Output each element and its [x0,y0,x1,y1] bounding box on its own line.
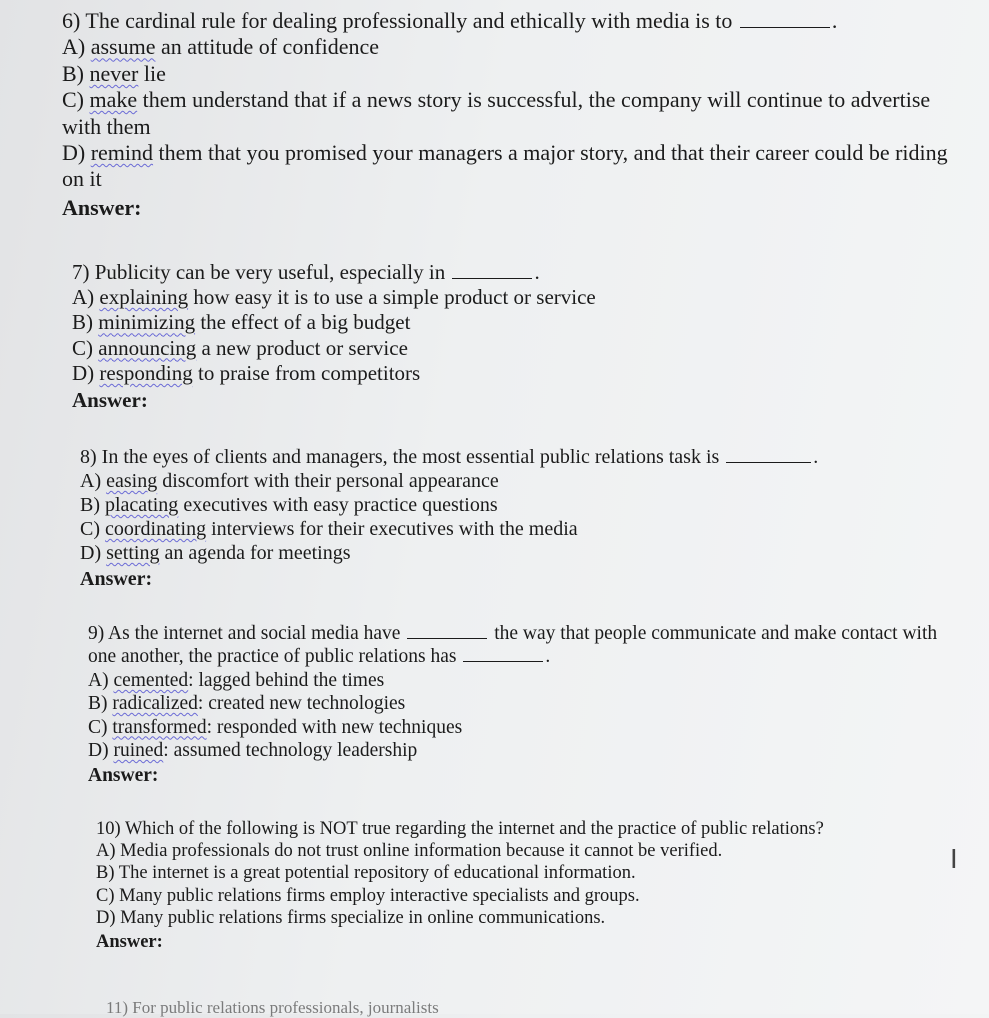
question-6 [62,8,962,221]
question-10-option-b: B) The internet is a great potential repository of educational information. [96,863,636,884]
question-10-stem: 10) Which of the following is NOT true regarding the internet and the practice of public relations? [96,819,824,839]
question-7-option-c: C) announcing a new product or service [72,335,408,360]
question-6-answer-label: Answer: [62,194,142,220]
question-10-answer-label: Answer: [96,931,163,952]
question-6-stem: 6) The cardinal rule for dealing professionally and ethically with media is to . [62,8,838,33]
question-9-answer-label: Answer: [88,765,159,787]
question-6-option-d: D) remind them that you promised your managers a major story, and that their career could be riding on it [62,139,948,192]
question-10-option-c: C) Many public relations firms employ interactive specialists and groups. [96,885,640,906]
question-9-stem: 9) As the internet and social media have the way that people communicate and make contact with one another, the practice of public relations has . [88,623,938,668]
question-11-partial: 11) For public relations professionals, journalists [106,998,439,1017]
question-8-option-c: C) coordinating interviews for their executives with the media [80,518,578,540]
question-7 [72,260,952,413]
question-8-stem: 8) In the eyes of clients and managers, the most essential public relations task is . [80,446,819,468]
question-10-option-d: D) Many public relations firms specialize in online communications. [96,907,606,928]
answer-blank [452,277,532,279]
question-6-option-a: A) assume an attitude of confidence [62,34,380,60]
question-10-option-a: A) Media professionals do not trust online information because it cannot be verified. [96,841,723,862]
question-8-option-d: D) setting an agenda for meetings [80,542,351,564]
question-8 [80,445,960,591]
question-8-answer-label: Answer: [80,568,153,590]
answer-blank [407,637,487,639]
question-7-option-a: A) explaining how easy it is to use a simple product or service [72,285,596,310]
question-7-option-d: D) responding to praise from competitors [72,360,421,385]
question-8-option-b: B) placating executives with easy practice questions [80,494,498,516]
question-9-option-c: C) transformed: responded with new techniques [88,716,463,738]
question-9-option-a: A) cemented: lagged behind the times [88,669,385,691]
question-7-option-b: B) minimizing the effect of a big budget [72,310,411,335]
question-6-option-b: B) never lie [62,60,166,86]
question-7-stem: 7) Publicity can be very useful, especially in . [72,260,540,284]
question-9 [88,622,948,788]
question-7-answer-label: Answer: [72,387,148,412]
question-10 [96,818,876,953]
question-8-option-a: A) easing discomfort with their personal appearance [80,470,499,492]
question-9-option-b: B) radicalized: created new technologies [88,693,406,715]
answer-blank [740,26,830,28]
answer-blank [726,461,811,463]
answer-blank [463,660,543,662]
question-9-option-d: D) ruined: assumed technology leadership [88,739,418,761]
question-6-option-c: C) make them understand that if a news story is successful, the company will continue to advertise with them [62,87,931,139]
text-cursor-icon: I [950,845,958,875]
